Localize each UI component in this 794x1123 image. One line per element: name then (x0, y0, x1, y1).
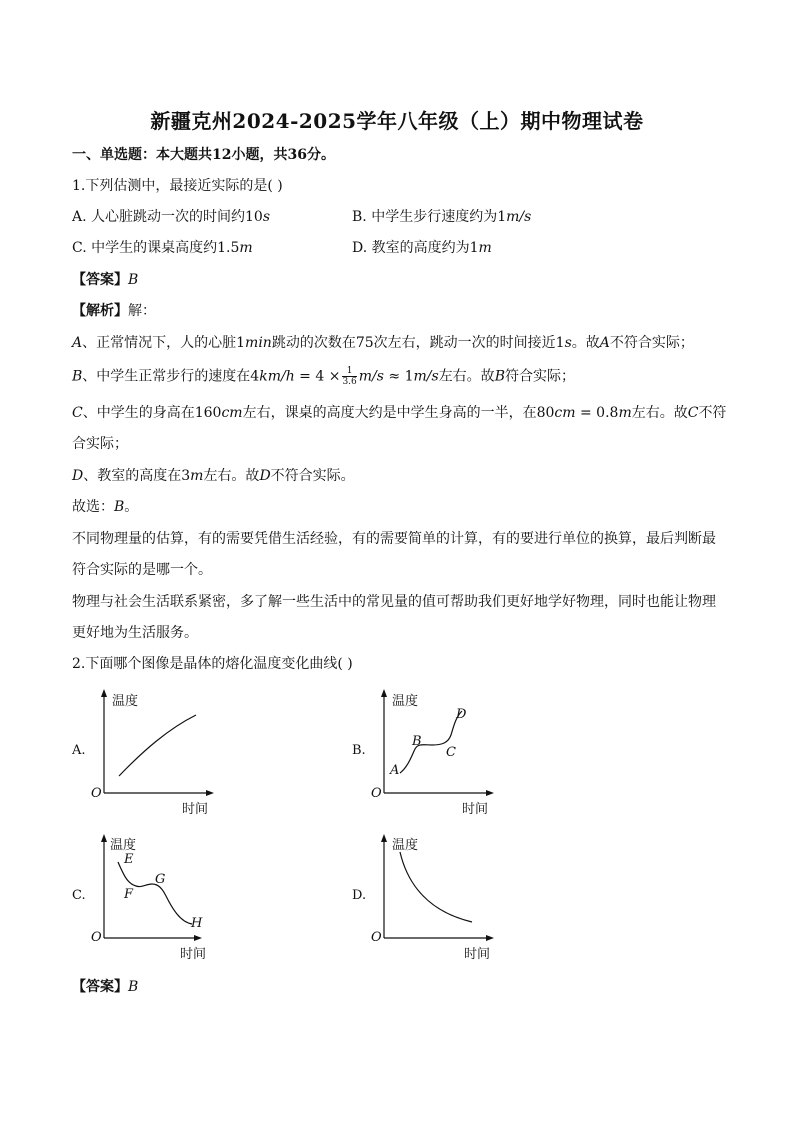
section-heading: 一、单选题：本大题共12小题，共36分。 (72, 147, 335, 163)
q1-analysis-d: D、教室的高度在3m左右。故D不符合实际。 (72, 468, 355, 484)
q1-option-c[interactable]: C. 中学生的课桌高度约1.5m (72, 240, 253, 256)
q1-choose: 故选：B。 (72, 499, 139, 515)
x-axis-arrow (194, 935, 202, 941)
x-axis-arrow (206, 790, 214, 796)
q2-answer: 【答案】B (72, 979, 139, 995)
q2-c-point-f: F (124, 887, 134, 902)
q2-b-point-b: B (412, 734, 422, 749)
q1-analysis-c-cont: 合实际； (72, 436, 128, 452)
melting-curve (400, 711, 462, 773)
q1-option-d[interactable]: D. 教室的高度约为1m (352, 240, 492, 256)
q1-analysis-a: A、正常情况下，人的心脏1min跳动的次数在75次左右，跳动一次的时间接近1s。故A不符合实际； (72, 335, 694, 351)
q2-b-xlabel: 时间 (462, 802, 489, 817)
x-axis-arrow (486, 790, 494, 796)
q2-c-point-h: H (191, 916, 203, 931)
q2-d-xlabel: 时间 (464, 947, 491, 962)
q2-c-ylabel: 温度 (110, 838, 137, 853)
q2-a-ylabel: 温度 (112, 694, 139, 709)
q2-option-b-label[interactable]: B. (352, 743, 366, 758)
q2-b-ylabel: 温度 (392, 694, 419, 709)
q1-comment-2: 物理与社会生活联系紧密，多了解一些生活中的常见量的值可帮助我们更好地学好物理，同时也能让物理 (72, 594, 716, 610)
q2-b-origin: O (371, 786, 382, 801)
q2-c-point-e: E (124, 852, 134, 867)
y-axis-arrow (381, 689, 387, 697)
q2-option-c-label[interactable]: C. (72, 888, 86, 903)
q2-a-origin: O (91, 786, 102, 801)
q2-a-xlabel: 时间 (182, 802, 209, 817)
y-axis-arrow (101, 834, 107, 842)
q2-c-xlabel: 时间 (180, 947, 207, 962)
q1-option-b[interactable]: B. 中学生步行速度约为1m/s (352, 209, 532, 225)
q2-b-point-d: D (456, 707, 467, 722)
fraction-1-over-3-6: $\frac{1}{3.6}$ (342, 366, 357, 387)
q2-option-a-label[interactable]: A. (72, 743, 86, 758)
q1-comment-1-cont: 符合实际的是哪一个。 (72, 562, 212, 578)
q1-option-a[interactable]: A. 人心脏跳动一次的时间约10s (72, 209, 271, 225)
q2-stem: 2.下面哪个图像是晶体的熔化温度变化曲线( ) (72, 656, 353, 672)
q1-stem: 1.下列估测中，最接近实际的是( ) (72, 178, 283, 194)
decreasing-curve (400, 852, 472, 922)
q1-comment-1: 不同物理量的估算，有的需要凭借生活经验，有的需要简单的计算，有的要进行单位的换算，最后判断最 (72, 531, 716, 547)
page-title: 新疆克州2024-2025学年八年级（上）期中物理试卷 (150, 109, 644, 133)
q1-analysis-b: B、中学生正常步行的速度在4km/h = 4 × $\frac{1}{3.6}$ m/s ≈ 1m/s左右。故B符合实际； (72, 366, 575, 387)
q2-b-point-a: A (390, 763, 400, 778)
y-axis-arrow (101, 689, 107, 697)
q2-c-origin: O (91, 930, 102, 945)
q2-d-ylabel: 温度 (392, 838, 419, 853)
y-axis-arrow (381, 834, 387, 842)
q1-comment-2-cont: 更好地为生活服务。 (72, 625, 198, 641)
q2-c-point-g: G (155, 872, 166, 887)
x-axis-arrow (486, 935, 494, 941)
q1-answer: 【答案】B (72, 272, 139, 288)
heating-curve (119, 715, 196, 776)
q1-analysis-heading: 【解析】解： (72, 303, 156, 319)
q2-d-origin: O (371, 930, 382, 945)
q2-option-d-label[interactable]: D. (352, 888, 367, 903)
q2-b-point-c: C (446, 745, 456, 760)
q1-analysis-c: C、中学生的身高在160cm左右，课桌的高度大约是中学生身高的一半，在80cm = 0.8m左右。故C不符 (72, 405, 727, 421)
